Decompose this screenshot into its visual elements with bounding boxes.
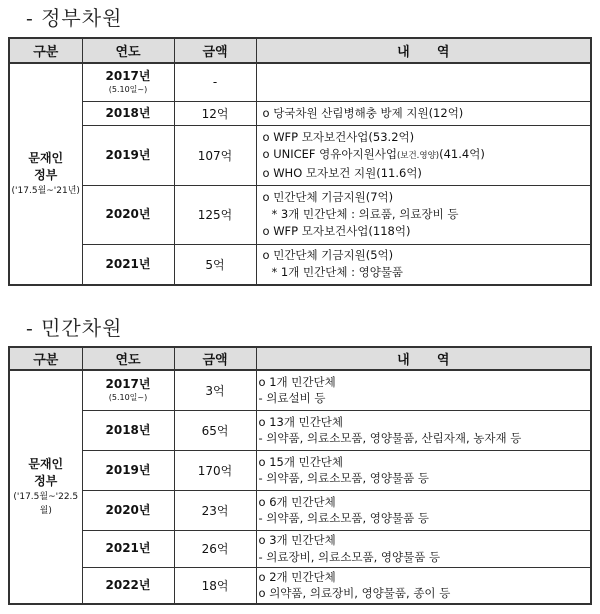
table-row [9,244,591,285]
year-cell [82,370,174,410]
table-row [9,490,591,530]
table-row [9,450,591,490]
amount-cell: 125억 [174,185,256,244]
amount-cell: 18억 [174,567,256,604]
amount-cell: 12억 [174,101,256,125]
amount-cell: 26억 [174,530,256,567]
detail-line: - 의료장비, 의료소모품, 영양물품 등 [258,549,441,564]
table-row [9,567,591,604]
detail-line: o 3개 민간단체 [258,533,336,547]
year-cell: 2020년 [82,185,174,244]
amount-cell: 65억 [174,410,256,450]
detail-line: o 당국차원 산림병해충 방제 지원(12억) [262,105,464,120]
detail-cell [256,125,591,185]
header-year: 연도 [82,38,174,63]
year-cell: 2019년 [82,450,174,490]
header-details: 내 역 [256,347,591,370]
detail-line: o 민간단체 기금지원(5억) [262,248,394,263]
group-period: ('17.5월~'21년) [11,186,80,196]
detail-cell [256,244,591,285]
header-category: 구분 [9,38,82,63]
detail-cell [256,101,591,125]
year-note: (5.10일~) [108,84,148,94]
detail-cell [256,410,591,450]
private-aid-table [8,346,592,605]
detail-suffix: (41.4억) [439,146,485,161]
table-row [9,530,591,567]
amount-cell: 3억 [174,370,256,410]
year-note: (5.10일~) [108,392,148,402]
detail-line: o 13개 민간단체 [258,414,344,429]
group-label-line1: 문재인 [28,457,64,471]
amount-cell: 23억 [174,490,256,530]
table-row [9,125,591,185]
section-title-government: - 정부차원 [26,6,123,30]
amount-cell: 107억 [174,125,256,185]
header-year: 연도 [82,347,174,370]
detail-cell [256,185,591,244]
header-amount: 금액 [174,347,256,370]
amount-cell: 5억 [174,244,256,285]
detail-line: o WFP 모자보건사업(118억) [262,224,411,238]
year-cell: 2020년 [82,490,174,530]
detail-line: * 1개 민간단체 : 영양물품 [271,265,404,280]
detail-line: o WHO 모자보건 지원(11.6억) [262,165,422,180]
table-header-row [9,38,591,63]
detail-line: o 6개 민간단체 [258,494,336,509]
year-cell: 2021년 [82,530,174,567]
detail-line: * 3개 민간단체 : 의료품, 의료장비 등 [271,207,459,221]
group-label-line1: 문재인 [28,151,64,165]
year-cell: 2021년 [82,244,174,285]
detail-text: o UNICEF 영유아지원사업 [262,146,397,161]
year-label: 2017년 [105,68,151,83]
group-label-line2: 정부 [34,474,58,488]
year-cell: 2018년 [82,410,174,450]
table-row [9,63,591,101]
detail-line: - 의료설비 등 [258,391,326,406]
year-cell: 2018년 [82,101,174,125]
amount-cell: - [174,63,256,101]
detail-small-note: (보건.영양) [396,150,440,161]
year-cell: 2019년 [82,125,174,185]
detail-cell [256,370,591,410]
year-cell: 2022년 [82,567,174,604]
detail-cell [256,490,591,530]
header-amount: 금액 [174,38,256,63]
detail-line: o 2개 민간단체 [258,569,336,584]
government-aid-table [8,37,592,286]
table-row [9,370,591,410]
detail-line [263,146,591,165]
detail-line: o 1개 민간단체 [258,374,336,389]
detail-cell [256,450,591,490]
table-row [9,185,591,244]
section-title-private: - 민간차원 [26,316,123,340]
header-category: 구분 [9,347,82,370]
detail-line: o 민간단체 기금지원(7억) [262,190,394,204]
table-row [9,101,591,125]
detail-line: o 의약품, 의료장비, 영양물품, 종이 등 [258,586,451,601]
group-cell [9,370,82,604]
detail-line: o WFP 모자보건사업(53.2억) [262,129,415,144]
detail-cell [256,567,591,604]
year-label: 2017년 [105,376,151,391]
group-cell [9,63,82,285]
table-header-row [9,347,591,370]
header-details: 내 역 [256,38,591,63]
group-period: ('17.5월~'22.5월) [13,492,79,516]
group-label-line2: 정부 [34,168,58,182]
detail-line: - 의약품, 의료소모품, 영양물품, 산림자재, 농자재 등 [258,431,522,445]
detail-line: o 15개 민간단체 [258,454,344,469]
detail-cell [256,530,591,567]
table-row [9,410,591,450]
detail-cell [256,63,591,101]
amount-cell: 170억 [174,450,256,490]
detail-line: - 의약품, 의료소모품, 영양물품 등 [258,471,429,485]
detail-line: - 의약품, 의료소모품, 영양물품 등 [258,511,429,525]
year-cell [82,63,174,101]
